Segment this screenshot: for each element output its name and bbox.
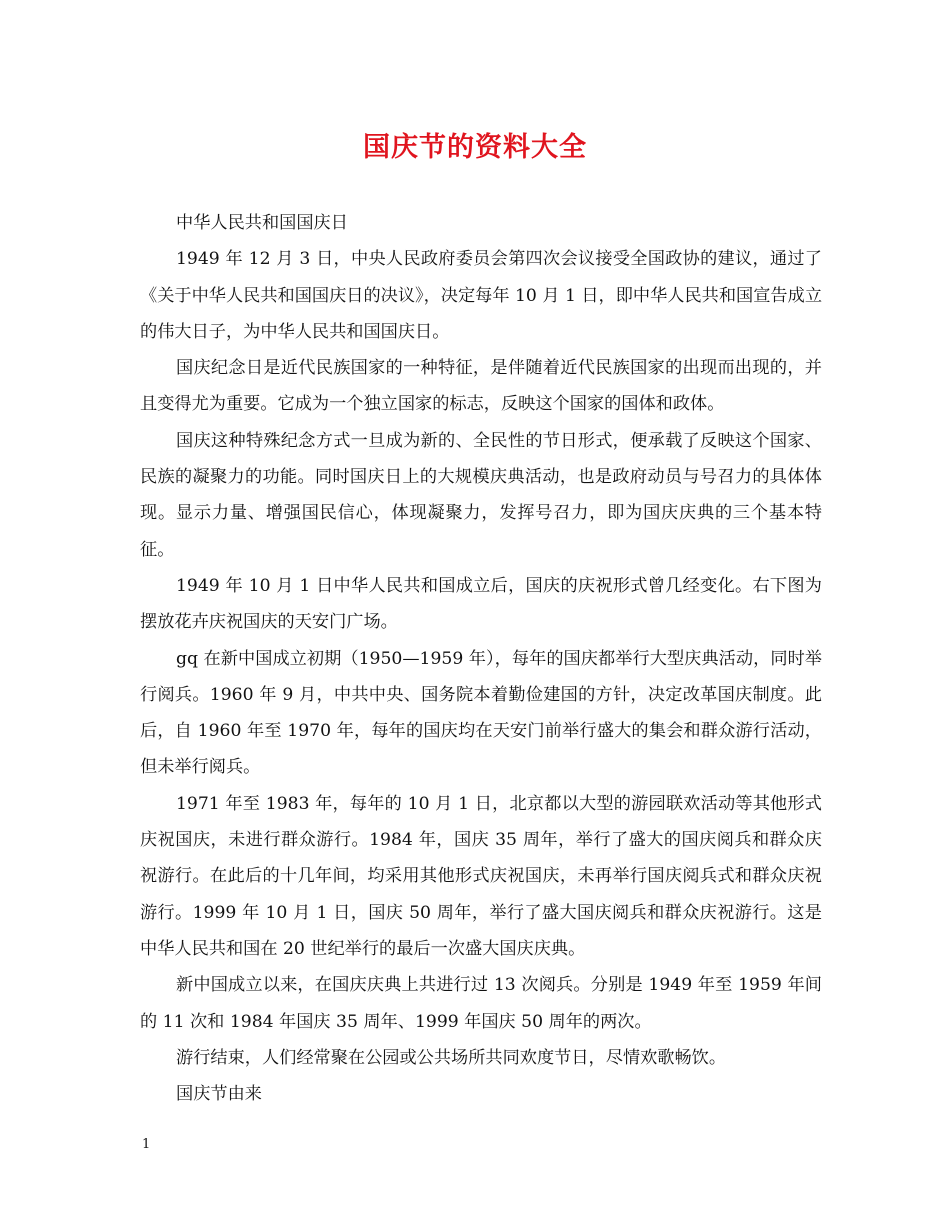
paragraph: 国庆纪念日是近代民族国家的一种特征，是伴随着近代民族国家的出现而出现的，并且变得尤为重要。它成为一个独立国家的标志，反映这个国家的国体和政体。 (140, 358, 822, 415)
paragraph: 1971 年至 1983 年，每年的 10 月 1 日，北京都以大型的游园联欢活动等其他形式庆祝国庆，未进行群众游行。1984 年，国庆 35 周年，举行了盛大的国庆阅兵和群众庆祝游行。在此后的十几年间，均采用其他形式庆祝国庆，未再举行国庆阅兵式和群众庆祝游行。1999 年 10 月 1 日，国庆 50 周年，举行了盛大国庆阅兵和群众庆祝游行。这是中华人民共和国在 20 世纪举行的最后一次盛大国庆庆典。 (140, 793, 822, 959)
paragraph: 游行结束，人们经常聚在公园或公共场所共同欢度节日，尽情欢歌畅饮。 (176, 1047, 727, 1068)
paragraph: 1949 年 12 月 3 日，中央人民政府委员会第四次会议接受全国政协的建议，通过了《关于中华人民共和国国庆日的决议》，决定每年 10 月 1 日，即中华人民共和国宣告成立的伟大日子，为中华人民共和国国庆日。 (140, 249, 823, 342)
paragraph: 中华人民共和国国庆日 (176, 213, 348, 233)
paragraph: gq 在新中国成立初期（1950—1959 年），每年的国庆都举行大型庆典活动，同时举行阅兵。1960 年 9 月，中共中央、国务院本着勤俭建国的方针，决定改革国庆制度。此后，自 1960 年至 1970 年，每年的国庆均在天安门前举行盛大的集会和群众游行活动，但未举行阅兵。 (140, 648, 822, 778)
page-number: 1 (142, 1137, 151, 1152)
document-title: 国庆节的资料大全 (363, 132, 587, 163)
paragraph: 新中国成立以来，在国庆庆典上共进行过 13 次阅兵。分别是 1949 年至 1959 年间的 11 次和 1984 年国庆 35 周年、1999 年国庆 50 周年的两次。 (140, 975, 822, 1032)
paragraph: 国庆节由来 (176, 1084, 262, 1105)
document-body (140, 205, 822, 1112)
paragraph: 国庆这种特殊纪念方式一旦成为新的、全民性的节日形式，便承载了反映这个国家、民族的凝聚力的功能。同时国庆日上的大规模庆典活动，也是政府动员与号召力的具体体现。显示力量、增强国民信心，体现凝聚力，发挥号召力，即为国庆庆典的三个基本特征。 (140, 430, 822, 560)
paragraph: 1949 年 10 月 1 日中华人民共和国成立后，国庆的庆祝形式曾几经变化。右下图为摆放花卉庆祝国庆的天安门广场。 (140, 575, 822, 633)
